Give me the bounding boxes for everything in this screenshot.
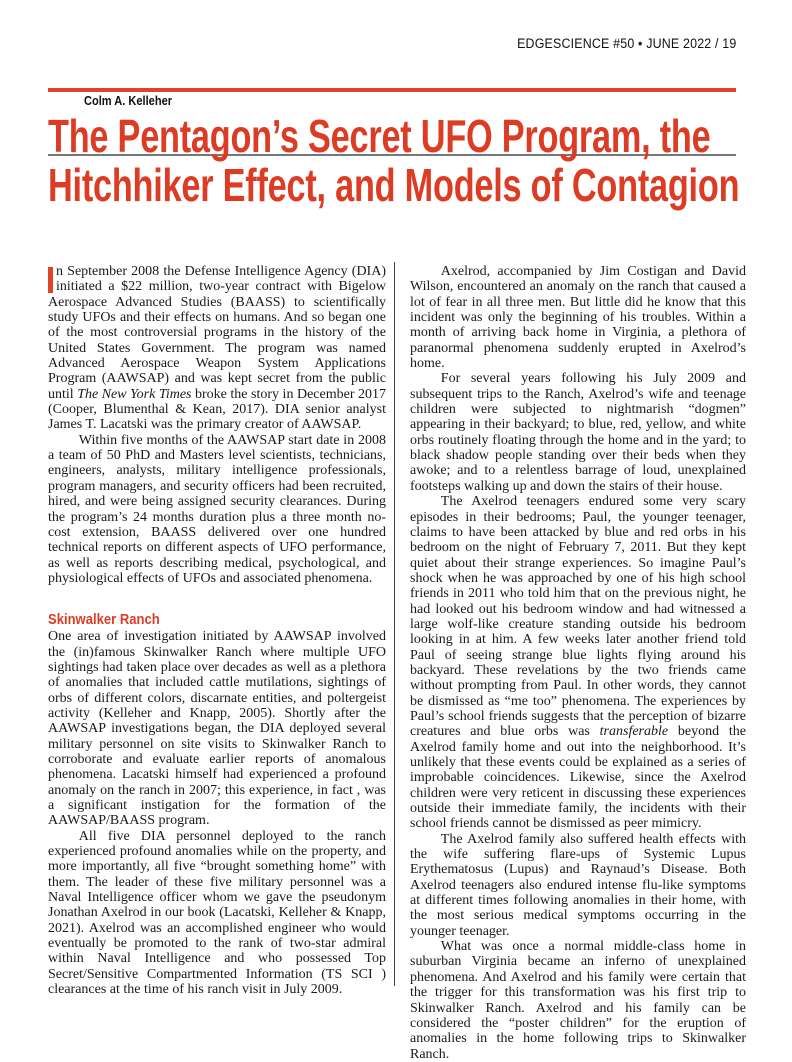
publication-name: The New York Times <box>77 386 192 402</box>
paragraph: The Axelrod teenagers endured some very scary episodes in their bedrooms; Paul, the younger teenager, claims to have been attacked by blue and red orbs in his bedroom on the night of February 7, 2011. But they kept quiet about their strange experiences. So imagine Paul’s shock when he was approached by one of his high school friends in 2011 who told him that on the previous night, he had looked out his bedroom window and had witnessed a large wolf-like creature standing outside his bedroom looking in at him. A few weeks later another friend told Paul of seeing strange blue lights flying around his backyard. These revelations by the two friends came without prompting from Paul. In other words, they cannot be dismissed as “me too” phenomena. The experiences by Paul’s school friends suggests that the perception of bizarre creatures and blue orbs was transferable beyond the Axelrod family home and out into the neighborhood. It’s unlikely that these events could be explained as a series of improbable coincidences. Likewise, since the Axelrod children were very reticent in discussing these experiences outside their immediate family, the incidents with their school friends cannot be dismissed as peer mimicry. <box>410 494 746 832</box>
emphasis: transferable <box>599 724 669 740</box>
paragraph: What was once a normal middle-class home in suburban Virginia became an inferno of unexplained phenomena. And Axelrod and his family were certain that the trigger for this transformation was his first trip to Skinwalker Ranch. Axelrod and his family can be considered the “poster children” for the eruption of anomalies in the home following trips to Skinwalker Ranch. <box>410 939 746 1062</box>
section-heading: Skinwalker Ranch <box>48 612 160 629</box>
paragraph: One area of investigation initiated by AAWSAP involved the (in)famous Skinwalker Ranch where multiple UFO sightings had taken place over decades as well as a plethora of anomalies that included cattle mutilations, sightings of orbs of different colors, discarnate entities, and poltergeist activity (Kelleher and Knapp, 2005). Shortly after the AAWSAP investigations began, the DIA deployed several military personnel on site visits to Skinwalker Ranch to corroborate and evaluate earlier reports of anomalous phenomena. Lacatski himself had experienced a profound anomaly on the ranch in 2007; this experience, in fact , was a significant instigation for the formation of the AAWSAP/BAASS program. <box>48 629 386 829</box>
title-line-2: Hitchhiker Effect, and Models of Contagion <box>48 159 740 211</box>
header-red-rule <box>48 88 736 92</box>
author-byline: Colm A. Kelleher <box>84 93 173 108</box>
paragraph: The Axelrod family also suffered health effects with the wife suffering flare-ups of Systemic Lupus Erythematosus (Lupus) and Raynaud’s Disease. Both Axelrod teenagers also endured intense flu-like symptoms at different times following anomalies in their home, with the most serious medical symptoms occurring in the younger teenager. <box>410 831 746 939</box>
paragraph: For several years following his July 2009 and subsequent trips to the Ranch, Axelrod’s wife and teenage children were subjected to nightmarish “dogmen” appearing in their backyard; to blue, red, yellow, and white orbs routinely floating through the home and in the yard; to black shadow people standing over their beds when they awoke; and to a relentless barrage of loud, unexplained footsteps walking up and down the stairs of their house. <box>410 371 746 494</box>
column-divider <box>394 262 395 986</box>
running-head: EDGESCIENCE #50 • JUNE 2022 / 19 <box>516 36 736 51</box>
article-title <box>48 112 792 210</box>
column-left <box>48 264 386 997</box>
title-line-1: The Pentagon’s Secret UFO Program, the <box>48 110 711 162</box>
paragraph: All five DIA personnel deployed to the ranch experienced profound anomalies while on the property, and more importantly, all five “brought something home” with them. The leader of these five military personnel was a Naval Intelligence officer whom we gave the pseudonym Jonathan Axelrod in our book (Lacatski, Kelleher & Knapp, 2021). Axelrod was an accomplished engineer who would eventually be promoted to the rank of two-star admiral within Naval Intelligence and who possessed Top Secret/Sensitive Compartmented Information (TS SCI ) clearances at the time of his ranch visit in July 2009. <box>48 828 386 998</box>
paragraph: Axelrod, accompanied by Jim Costigan and David Wilson, encountered an anomaly on the ranch that caused a lot of fear in all three men. But little did he know that this incident was only the beginning of his troubles. Within a month of arriving back home in Virginia, a plethora of paranormal phenomena suddenly erupted in Axelrod’s home. <box>410 264 746 372</box>
column-right <box>410 264 746 1062</box>
drop-cap <box>48 267 53 293</box>
paragraph: n September 2008 the Defense Intelligence Agency (DIA) initiated a $22 million, two-year contract with Bigelow Aerospace Advanced Studies (BAASS) to scientifically study UFOs and their effects on humans. And so began one of the most controversial programs in the history of the United States Government. The program was named Advanced Aerospace Weapon System Applications Program (AAWSAP) and was kept secret from the public until The New York Times broke the story in December 2017 (Cooper, Blumenthal & Kean, 2017). DIA senior analyst James T. Lacatski was the primary creator of AAWSAP. <box>48 264 387 433</box>
paragraph: Within five months of the AAWSAP start date in 2008 a team of 50 PhD and Masters level scientists, technicians, engineers, analysts, military intelligence professionals, program managers, and security officers had been recruited, hired, and were being assigned security clearances. During the program’s 24 months duration plus a three month no-cost extension, BAASS delivered over one hundred technical reports on different aspects of UFO performance, as well as reports describing medical, psychological, and physiological effects of UFOs and associated phenomena. <box>48 432 386 586</box>
